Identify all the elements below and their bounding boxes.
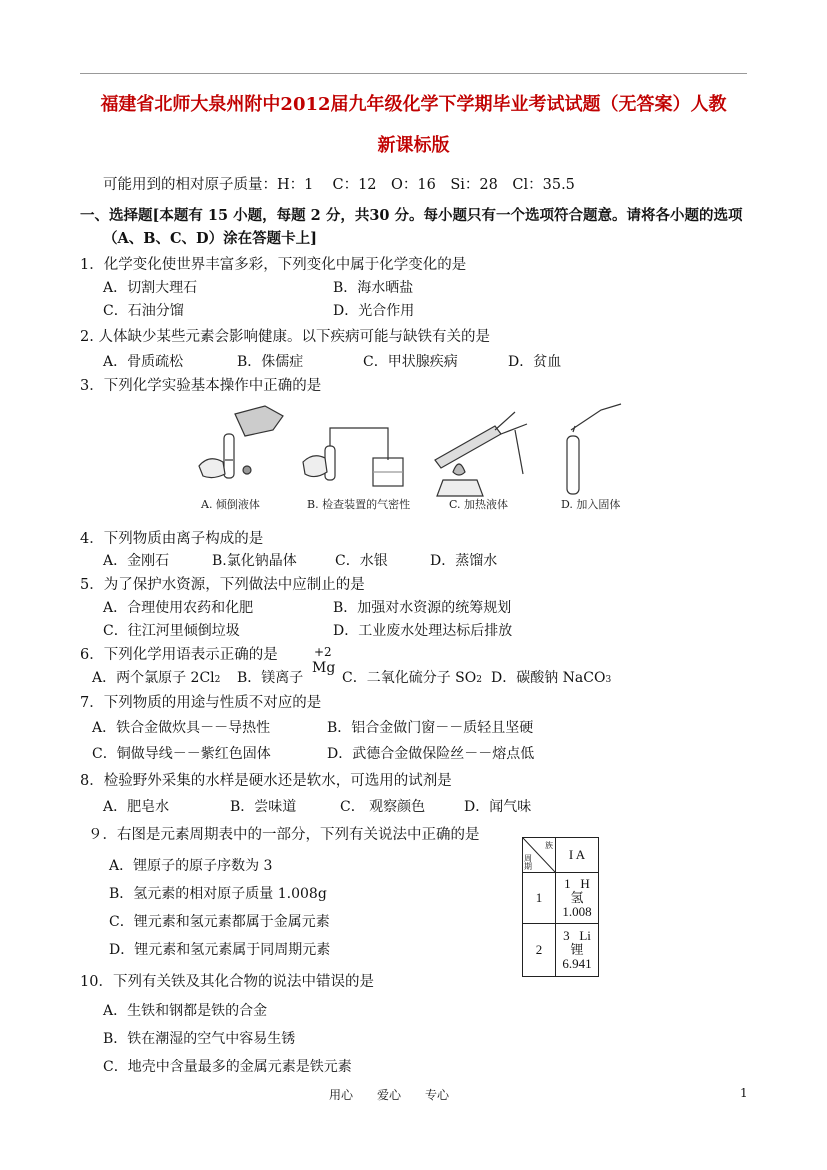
figure-c-caption: C. 加热液体 xyxy=(449,498,509,511)
corner-period-label: 周期 xyxy=(524,854,532,871)
section-heading: 一、选择题[本题有 15 小题，每题 2 分，共30 分。每小题只有一个选项符合题意。请将各小题的选项 xyxy=(80,207,743,224)
q5-stem: 5．为了保护水资源，下列做法中应制止的是 xyxy=(80,577,365,593)
q2-stem: 2. 人体缺少某些元素会影响健康。以下疾病可能与缺铁有关的是 xyxy=(80,329,490,345)
q1-option-c: C．石油分馏 xyxy=(103,303,184,319)
q7-option-b: B．铝合金做门窗－－质轻且坚硬 xyxy=(327,720,534,736)
q6-option-c-text: C．二氧化硫分子 SO xyxy=(342,670,477,686)
q1-option-b: B．海水晒盐 xyxy=(333,280,414,296)
q2-option-c: C．甲状腺疾病 xyxy=(363,354,458,370)
q6-option-d-subscript: 3 xyxy=(605,675,612,685)
q6-option-d-text: D．碳酸钠 NaCO xyxy=(491,670,606,686)
q7-stem: 7．下列物质的用途与性质不对应的是 xyxy=(80,695,322,711)
q8-option-d: D．闻气味 xyxy=(464,799,532,815)
q6-option-b-charge: +2 xyxy=(314,645,332,659)
q6-option-c-subscript: 2 xyxy=(476,675,482,685)
q3-stem: 3．下列化学实验基本操作中正确的是 xyxy=(80,378,322,394)
element-lithium xyxy=(556,924,599,977)
q4-option-a: A．金刚石 xyxy=(103,553,170,569)
q6-option-a-text: A．两个氯原子 2Cl xyxy=(92,670,215,686)
q4-stem: 4．下列物质由离子构成的是 xyxy=(80,531,264,547)
q1-stem: 1．化学变化使世界丰富多彩，下列变化中属于化学变化的是 xyxy=(80,257,467,273)
q9-option-b: B．氢元素的相对原子质量 1.008g xyxy=(109,886,327,902)
q9-option-d: D．锂元素和氢元素属于同周期元素 xyxy=(109,942,331,958)
q6-option-b: B．镁离子 xyxy=(237,670,304,686)
q6-option-c xyxy=(342,667,482,687)
page-number: 1 xyxy=(740,1086,748,1100)
q10-stem: 10．下列有关铁及其化合物的说法中错误的是 xyxy=(80,974,374,990)
figure-d-solid xyxy=(567,404,621,494)
lithium-number: 3 xyxy=(563,928,570,943)
q10-option-a: A．生铁和钢都是铁的合金 xyxy=(103,1003,268,1019)
q8-option-a: A．肥皂水 xyxy=(103,799,170,815)
section-heading-cont: （A、B、C、D）涂在答题卡上] xyxy=(103,230,317,247)
figure-a-caption: A. 倾倒液体 xyxy=(201,498,260,511)
periodic-table-excerpt xyxy=(522,837,599,977)
q10-option-b: B．铁在潮湿的空气中容易生锈 xyxy=(103,1031,296,1047)
element-hydrogen xyxy=(556,873,599,924)
q1-option-a: A．切割大理石 xyxy=(103,280,198,296)
q7-option-d: D．武德合金做保险丝－－熔点低 xyxy=(327,746,535,762)
q6-option-a xyxy=(92,667,220,687)
q4-option-d: D．蒸馏水 xyxy=(430,553,498,569)
hydrogen-mass: 1.008 xyxy=(562,904,592,919)
lithium-symbol: Li xyxy=(579,928,591,943)
q9-option-c: C．锂元素和氢元素都属于金属元素 xyxy=(109,914,330,930)
q4-option-b: B.氯化钠晶体 xyxy=(212,553,297,569)
q8-option-c: C． 观察颜色 xyxy=(340,799,426,815)
q8-option-b: B．尝味道 xyxy=(230,799,297,815)
atomic-mass-note: 可能用到的相对原子质量：H：1 C：12 O：16 Si：28 Cl：35.5 xyxy=(103,177,575,193)
figure-a-pouring xyxy=(199,406,283,478)
hydrogen-name: 氢 xyxy=(570,890,584,905)
lithium-name: 锂 xyxy=(570,942,584,957)
lab-operations-figure xyxy=(195,400,627,512)
q7-option-a: A．铁合金做炊具－－导热性 xyxy=(92,720,271,736)
lithium-header xyxy=(556,929,598,943)
group-header: I A xyxy=(556,838,599,873)
corner-group-label: 族 xyxy=(545,841,553,850)
q7-option-c: C．铜做导线－－紫红色固体 xyxy=(92,746,271,762)
q9-stem: ９．右图是元素周期表中的一部分，下列有关说法中正确的是 xyxy=(88,827,480,843)
header-rule xyxy=(80,73,747,74)
q10-option-c: C．地壳中含量最多的金属元素是铁元素 xyxy=(103,1059,352,1075)
period-1: 1 xyxy=(523,873,556,924)
q6-stem: 6．下列化学用语表示正确的是 xyxy=(80,647,278,663)
q1-option-d: D．光合作用 xyxy=(333,303,415,319)
lithium-mass: 6.941 xyxy=(562,956,592,971)
figure-c-heating xyxy=(435,412,527,496)
q5-option-a: A．合理使用农药和化肥 xyxy=(103,600,254,616)
q9-option-a: A．锂原子的原子序数为 3 xyxy=(109,858,273,874)
figure-d-caption: D. 加入固体 xyxy=(561,498,621,511)
period-2: 2 xyxy=(523,924,556,977)
hydrogen-symbol: H xyxy=(580,876,590,891)
periodic-table-corner xyxy=(523,838,556,873)
q5-option-b: B．加强对水资源的统筹规划 xyxy=(333,600,512,616)
q2-option-a: A．骨质疏松 xyxy=(103,354,184,370)
q6-option-b-symbol: Mg xyxy=(312,660,336,676)
document-title-line2: 新课标版 xyxy=(377,135,450,156)
q6-option-d xyxy=(491,667,611,687)
q6-option-a-subscript: 2 xyxy=(214,675,221,685)
hydrogen-number: 1 xyxy=(564,876,571,891)
q2-option-d: D．贫血 xyxy=(508,354,562,370)
figure-b-airtight xyxy=(303,428,403,486)
q5-option-c: C．往江河里倾倒垃圾 xyxy=(103,623,240,639)
figure-b-caption: B. 检查装置的气密性 xyxy=(307,498,411,511)
footer-motto: 用心 爱心 专心 xyxy=(329,1088,450,1102)
q4-option-c: C．水银 xyxy=(335,553,388,569)
q2-option-b: B．侏儒症 xyxy=(237,354,304,370)
q5-option-d: D．工业废水处理达标后排放 xyxy=(333,623,513,639)
q8-stem: 8．检验野外采集的水样是硬水还是软水，可选用的试剂是 xyxy=(80,773,452,789)
document-title-line1: 福建省北师大泉州附中2012届九年级化学下学期毕业考试试题（无答案）人教 xyxy=(100,94,727,115)
hydrogen-header xyxy=(556,877,598,891)
